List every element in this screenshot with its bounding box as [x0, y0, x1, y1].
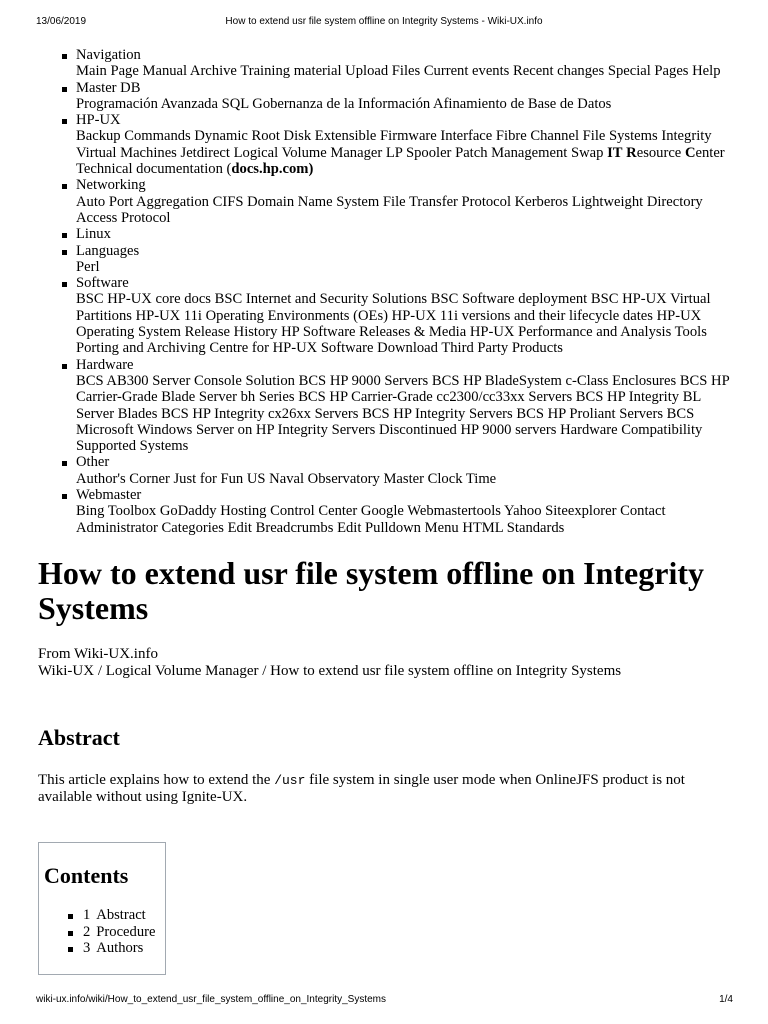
nav-section-title: Other [76, 454, 110, 471]
toc-label: Authors [96, 940, 144, 956]
nav-section-other [38, 454, 738, 487]
nav-link[interactable]: GoDaddy Hosting Control Center [159, 503, 358, 520]
nav-link[interactable]: BCS AB300 Server Console Solution [76, 372, 295, 389]
nav-link[interactable]: Programación Avanzada SQL [76, 95, 249, 112]
nav-link[interactable]: HTML Standards [462, 519, 565, 536]
toc-label: Procedure [96, 923, 156, 940]
abstract-text [38, 772, 728, 806]
nav-section-title: Master DB [76, 79, 141, 96]
nav-link[interactable]: Patch Management [455, 144, 568, 161]
print-footer [0, 994, 768, 1008]
breadcrumb-item-wiki-ux[interactable]: Wiki-UX [38, 662, 95, 679]
nav-section-networking [38, 177, 738, 226]
toc-heading: Contents [44, 863, 129, 888]
nav-link[interactable]: HP Software Releases & Media [281, 324, 467, 341]
nav-link[interactable]: Extensible Firmware Interface [314, 128, 493, 145]
toc-list [68, 907, 155, 957]
nav-link[interactable]: BCS HP Carrier-Grade cc2300/cc33xx Servers [298, 389, 573, 406]
breadcrumb-item-current: How to extend usr file system offline on Integrity Systems [270, 662, 622, 679]
nav-link[interactable]: BSC HP-UX core docs [76, 291, 211, 308]
nav-link[interactable]: Training material [240, 63, 342, 80]
nav-links [76, 291, 738, 356]
nav-link[interactable]: Google Webmastertools [360, 503, 501, 520]
breadcrumb-item-lvm[interactable]: Logical Volume Manager [105, 662, 259, 679]
page-number: 1/4 [719, 994, 733, 1005]
breadcrumb [38, 663, 738, 680]
nav-section-title: Webmaster [76, 487, 142, 504]
toc-number: 2 [83, 923, 91, 940]
nav-section-master-db [38, 80, 738, 113]
nav-links [76, 471, 738, 487]
nav-link[interactable]: File Systems [582, 128, 658, 145]
nav-link[interactable]: BCS Microsoft Windows Server on HP Integrity Servers [76, 405, 695, 438]
print-url: wiki-ux.info/wiki/How_to_extend_usr_file_system_offline_on_Integrity_Systems [36, 994, 386, 1005]
abstract-text-part: file system in single user mode when OnlineJFS product is not available without using Ignite-UX. [38, 771, 685, 805]
print-title: How to extend usr file system offline on Integrity Systems - Wiki-UX.info [225, 16, 543, 27]
nav-link[interactable]: Current events [423, 63, 510, 80]
toc-item-abstract[interactable] [68, 907, 155, 924]
nav-link[interactable]: Afinamiento de Base de Datos [433, 95, 612, 112]
nav-links [76, 96, 738, 112]
nav-section-title: HP-UX [76, 112, 121, 129]
nav-link[interactable]: Discontinued HP 9000 servers [379, 421, 557, 438]
nav-link[interactable]: Just for Fun [173, 470, 244, 487]
site-subtitle: From Wiki-UX.info [38, 645, 158, 662]
nav-link[interactable]: Fibre Channel [495, 128, 580, 145]
sidebar-navigation [38, 47, 738, 536]
toc-item-authors[interactable] [68, 940, 155, 957]
breadcrumb-separator: / [94, 662, 106, 679]
nav-link[interactable]: BSC Software deployment [430, 291, 588, 308]
abstract-text-part: This article explains how to extend the [38, 771, 275, 788]
nav-link[interactable]: Dynamic Root Disk [194, 128, 312, 145]
nav-link[interactable]: BCS HP Integrity BL Server Blades [76, 389, 701, 422]
nav-link[interactable]: File Transfer Protocol [382, 193, 512, 210]
nav-section-title: Networking [76, 177, 146, 194]
nav-link[interactable]: Help [692, 63, 721, 80]
nav-link[interactable]: Hardware Compatibility [560, 421, 703, 438]
nav-link[interactable]: Categories [161, 519, 224, 536]
nav-link[interactable]: Yahoo Siteexplorer [504, 503, 617, 520]
nav-link[interactable]: HP-UX Operating System Release History [76, 307, 702, 341]
nav-link[interactable]: Bing Toolbox [76, 503, 157, 520]
nav-link[interactable]: BSC HP-UX Virtual Partitions [76, 291, 711, 324]
nav-section-title: Languages [76, 242, 140, 259]
print-header [0, 16, 768, 30]
nav-link[interactable]: Manual Archive [142, 63, 237, 80]
nav-link[interactable]: Auto Port Aggregation [76, 193, 209, 210]
toc-number: 3 [83, 940, 91, 956]
usr-code: /usr [274, 772, 306, 788]
nav-link[interactable]: Backup Commands [76, 128, 191, 145]
nav-link[interactable]: Supported Systems [76, 438, 189, 455]
nav-section-title: Navigation [76, 47, 141, 63]
nav-link[interactable]: Edit Breadcrumbs [227, 519, 334, 536]
nav-links [76, 259, 738, 275]
nav-link[interactable]: Special Pages [607, 63, 689, 80]
nav-link[interactable]: Porting and Archiving Centre for HP-UX Software [76, 340, 374, 357]
nav-section-languages [38, 243, 738, 276]
abstract-heading: Abstract [38, 724, 120, 750]
nav-links [76, 63, 738, 79]
nav-links [76, 194, 738, 227]
nav-link[interactable]: US Naval Observatory Master Clock Time [246, 470, 497, 487]
breadcrumb-separator: / [258, 662, 271, 679]
nav-link[interactable]: BCS HP Integrity cx26xx Servers [161, 405, 359, 422]
nav-section-webmaster [38, 487, 738, 536]
nav-link[interactable]: BCS HP Proliant Servers [516, 405, 664, 422]
nav-link[interactable]: Domain Name System [247, 193, 380, 210]
page-title: How to extend usr file system offline on Integrity Systems [38, 554, 704, 626]
nav-link[interactable]: Integrity Virtual Machines [76, 128, 712, 161]
nav-link[interactable]: CIFS [212, 193, 244, 210]
nav-links [76, 128, 738, 177]
nav-link[interactable]: HP-UX 11i versions and their lifecycle dates [391, 307, 653, 324]
nav-link[interactable]: Logical Volume Manager [233, 144, 383, 161]
print-date: 13/06/2019 [36, 16, 87, 27]
nav-section-linux [38, 226, 738, 242]
nav-section-hardware [38, 357, 738, 455]
nav-link[interactable]: Author's Corner [76, 470, 170, 487]
nav-section-navigation [38, 47, 738, 80]
nav-link[interactable]: Upload Files [345, 63, 421, 80]
nav-link[interactable]: BCS HP Carrier-Grade Blade Server bh Series [76, 372, 730, 406]
nav-links [76, 373, 738, 454]
toc-number: 1 [83, 907, 91, 923]
hp-resource-center-link[interactable]: IT Resource Center Technical documentation (docs.hp.com) [76, 144, 725, 178]
nav-link[interactable]: Download Third Party Products [377, 340, 563, 357]
nav-links [76, 503, 738, 536]
nav-section-title: Hardware [76, 356, 134, 373]
nav-section-title: Linux [76, 226, 111, 243]
nav-link[interactable]: HP-UX Performance and Analysis Tools [469, 324, 707, 341]
nav-link[interactable]: Swap [571, 144, 604, 161]
nav-section-hp-ux [38, 112, 738, 177]
nav-link[interactable]: Gobernanza de la Información [252, 95, 431, 112]
nav-link[interactable]: Main Page [76, 63, 139, 80]
table-of-contents [38, 842, 166, 975]
toc-item-procedure[interactable] [68, 924, 155, 941]
nav-link[interactable]: HP-UX 11i Operating Environments (OEs) [135, 307, 388, 324]
nav-link[interactable]: BCS HP 9000 Servers [298, 372, 429, 389]
nav-link[interactable]: LP Spooler [385, 144, 452, 161]
nav-link[interactable]: Edit Pulldown Menu [337, 519, 459, 536]
nav-link[interactable]: BCS HP Integrity Servers [362, 405, 513, 422]
nav-link[interactable]: Contact Administrator [76, 503, 666, 536]
nav-link[interactable]: Lightweight Directory Access Protocol [76, 193, 703, 226]
toc-label: Abstract [96, 907, 146, 923]
page-content [38, 47, 738, 806]
nav-link[interactable]: Kerberos [514, 193, 569, 210]
nav-link[interactable]: BSC Internet and Security Solutions [214, 291, 428, 308]
nav-link[interactable]: Recent changes [513, 63, 605, 80]
nav-link[interactable]: Jetdirect [180, 144, 230, 161]
nav-link[interactable]: BCS HP BladeSystem c-Class Enclosures [431, 372, 677, 389]
nav-section-software [38, 275, 738, 356]
nav-link[interactable]: Perl [76, 258, 100, 275]
nav-section-title: Software [76, 275, 129, 292]
